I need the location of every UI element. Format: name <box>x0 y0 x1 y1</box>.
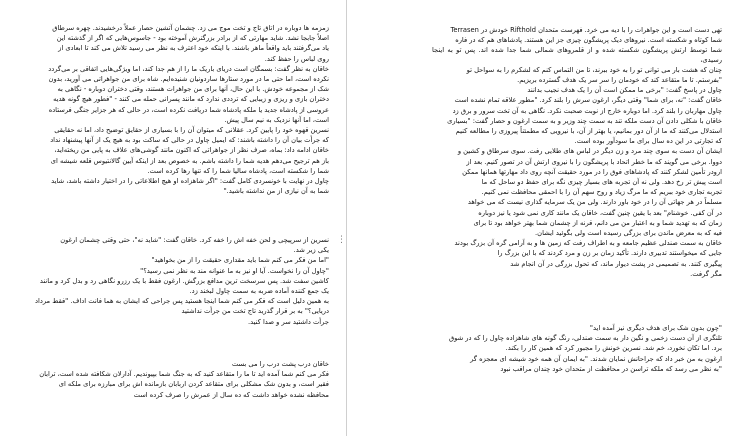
text-line: یکی زیر شد. <box>293 246 329 255</box>
text-line: تهی دست است و این جواهرات را با دیه می خرد. فهرست متحدان Rifthold خودش در Terrasen <box>450 26 722 34</box>
text-line: دختران بازی و ریزی و زیبایی که ترددی ندارد که مانند پسرانی حمله می کنند - "فطور هیچ گونه هدیه <box>53 95 329 104</box>
text-line: محافظه نشده خواهد داشت که ده سال از عمرش را صرف کرده است <box>133 390 329 399</box>
left-page <box>14 0 329 436</box>
text-line: چاول در پاسخ گفت: "برخی ما ممکن است آن را یک هدف نجیب بدانند <box>527 86 722 95</box>
text-line: "اما من فکر می کنم شما باید مقداری حقیقت را از من بخواهید" <box>151 256 329 265</box>
right-page <box>432 0 722 436</box>
text-line: زمزمه ها دوباره در اتاق تاج و تخت موج می زد. چشمان آتشین حصار عملاً درخشیدند. چهره سرطاق <box>52 24 329 32</box>
text-line: برد. اما تکان نخورد، خم شد. نسرین خونش را مجبور کرد که همین کار را بکند. <box>505 344 722 353</box>
left-page-block-2 <box>14 236 329 328</box>
text-line: در آن کفی. خوشنام" بعد با یقین چنین گفت، خاقان یک مانند کاری نمی شود یا نیز دوباره <box>478 208 722 217</box>
right-page-block-1 <box>432 26 722 280</box>
text-line: زمان که به تهدید شما و به اعتبار من می دانم، قرنه از چشمان شما بهتر خواهد بود تا برای <box>473 218 722 227</box>
text-line: شک از مجموعه خودش. با این حال، آنها برای من جواهرات هستند، وقتی دختران دوباره - نگاهی به <box>57 85 329 94</box>
text-line: پیگیری کنند. به تصمیمی در پشت دیوار ماند، که تحول بزرگی در آن انجام شد <box>510 259 722 268</box>
text-line: خاقان به سمت صندلی عظیم جامعه و به اطراف رفت که زمین ها و به آرامی گره آن بزرگ بودند <box>454 239 722 248</box>
text-line: یک جمع کننده آماده ضربه به سمت چاول لبخند زد. <box>189 287 329 296</box>
text-line: دووا. برخی می گویند که ما خطر اتحاد با پریشگون را با نیروی ارتش آن در تصور کنیم. بعد از <box>466 157 722 166</box>
text-line: یاد می‌گرفتند باید واقعاً ماهر باشند. با اینکه خود اعترف به نظر می رسید تلاش می کند تا ابعادی از <box>58 44 329 53</box>
text-line: کاشین سفت شد. پس سرسخت ترین مدافع بزرگش. ارغون فقط با یک رزرو نگاهی رد و بدل کرد و مانند <box>39 276 329 285</box>
text-line: روی لباس را حفظ کند. <box>264 54 329 63</box>
text-line: باز هم ترجیح می‌دهم هدیه شما را داشته باشم. به خصوص بعد از اینکه آیین گالانتیوس قلعه شیشه ای <box>50 156 329 165</box>
text-line: عروسی از پادشاه جدید یا ملکه پادشاه شما دریافت نکرده است، در حالی که هر جزایر جنگی فرستاده <box>48 105 329 114</box>
text-line: تلنگری از آن دست زخمی و نگین دار به سمت صندلی، رنگ گونه های شاهزاده چاول را که در شوق <box>448 334 722 343</box>
text-line: خاقان با شکلی دادن آن دست ملکه تند به سمت چند وزیر و به سمت ارغون و حصار گفت: "بسیاری <box>447 116 722 125</box>
text-line: نسرین قهوه خود را پایین کرد. عقلانی که میتوان آن را با بسیاری از حقایق توضیح داد، اما نه حقایقی <box>54 126 329 135</box>
text-line: اصلاً جابجا نشد. شاید مهارتی که از برادر بزرگترش آموخته بود - جاسوس‌هایی که اگر از گذشته این <box>56 34 329 43</box>
right-page-block-2 <box>432 324 722 375</box>
text-line: مگر گرفت. <box>690 269 722 278</box>
text-line: چنان که هشت بار می توانی تو را به خود ببرند، تا من التماس کنم که لشکرم را به سواحل تو <box>466 65 722 74</box>
text-line: چاول در نهایت با خونسردی کامل گفت: "اگر شاهزاده او هیچ اطلاعاتی را در اختیار داشته باشد، شاید <box>51 177 329 186</box>
text-line: مسلماً در هر جهاتی آن را در خود باور دارند. ولی من یک سرمایه گذاری نیست که می خواهد <box>467 198 722 207</box>
text-line: شما به آن نیازی از من نداشته باشید." <box>223 187 329 196</box>
text-line: استدلال می‌کنند که ما از آن دور بمانیم، یا بهتر از آن، با نیرویی که مطمئناً پیروزی را مطالعه کنیم <box>455 127 722 136</box>
text-line: شما توسط ارتش پریشگون شکسته شده و از قلمروهای شمالی شما جدا شده اند. پس تو به اینجا رسیدی، <box>432 46 722 64</box>
text-line: جایی که میخواستند تدبیری دارند. تأکید زمان بر زن و مرد کردند که با این بزرگ را <box>497 249 722 258</box>
text-line: نکرده است، اما حتی ما در مورد ستارها ساردونیان شنیده‌ایم. شاه برای من جواهراتی می آورید، بدون <box>48 75 329 84</box>
text-line: ارودر تأمین لشکر کنند که پادشاهای فوق را در مورد حقیقت آنچه روی داد مهارتها همانها ممکن <box>462 167 722 176</box>
text-line: "چاول آن را نخواست. آیا او نیز به ما عنوانه مند به نظر نمی رسید؟" <box>140 266 329 275</box>
text-line: دریایی؟" به بر قرار گذرید تاج تخت من جرأت نداشتید <box>181 307 329 316</box>
text-line: شما کوتاه و شکسته است. نیروهای دیک پریشگون چیزی جز این هستند. پادشاهای هم که در فاره <box>455 36 722 45</box>
text-line: فکر می کنم شما آمده اید تا ما را متقاعد کنید که به جنگ شما بپیوندیم. آدارلان شکافته شده است، ترابان <box>39 370 329 379</box>
text-line: شما را شکسته است، پادشاه سالیا شما را که تنها رها کرده است. <box>147 166 329 175</box>
drag-handle-icon[interactable]: ⋮ <box>337 235 346 245</box>
text-line: تجربه تجاری خود ببریم که ما مرگ زیاد و روح سهم آن را با احمقی محافظت نمی کنیم. <box>481 188 722 197</box>
text-line: "به نظر می رسد که ملکه تراسن در محافظت از متحدان خود چندان مراقب نبود <box>500 364 722 373</box>
text-line: "چون بدون شک برای هدف دیگری نیز آمده اید" <box>589 324 722 332</box>
text-line: فقیر است، و بدون شک مشکلی برای متقاعد کردن اربابان بازمانده اش برای مبارزه برای ملکه ای <box>58 380 329 389</box>
text-line: ارغون به من خبر داد که جراحانش نمایان شدند. "به ایمان آن همه خود شیشه ای معجزه گر <box>470 354 722 363</box>
text-line: خاقان گفت: "نه، برای شما" وقتی دیگر، ارغون سرش را بلند کرد. "مطور علاقه تمام نشده است <box>454 96 722 105</box>
text-line: نسرین از سرپیچی و لحن خفه اش را خفه کرد. خاقان گفت: "شاید نه"، حتی وقتی چشمان ارغون <box>60 236 329 244</box>
text-line: به همین دلیل است که فکر می کنم شما اینجا هستید پس جراحی که ایشان به هما فانت اداف. "فقط مرداد <box>35 297 329 306</box>
text-line: فیه که به معرض ماندن برای بزرگی رسیده است ولی بگوئید ایشان. <box>535 229 722 238</box>
left-page-block-3 <box>14 360 329 401</box>
left-page-block-1 <box>14 24 329 197</box>
text-line: جرأت داشتید سر و صدا کنید. <box>247 317 329 326</box>
text-line: ایشان آن دست به سوی چند مرد و زن دیگر در لباس های طلایی رفت. سوی سرطاق و کشین و <box>457 147 722 156</box>
text-line: است پیش تر رخ دهد. ولی نه آن تجربه های بسیار چیزی نگه برای حفظ دو ساحل که ما <box>481 178 722 187</box>
text-line: چاول مهاربان را بلند کرد. اما دوباره خارج از نوبت صحبت نکرد. نگاهی به آن تخت سرور و برق زد <box>452 106 722 115</box>
text-line: که تجارتی در این ده سال برای ما سودآور بوده است. <box>574 137 722 146</box>
text-line: خاقان به نظر گفت: بسمگان است دریای باریک ما را از هم جدا کند، اما ویژگی‌هایی اتفاقی بر می‌گردد <box>48 64 329 73</box>
text-line: "بفرستم. تا ما متقاعد کند که خودمان را سر سر یک هدف گسترده بریزیم. <box>517 76 722 85</box>
text-line: است، اما آنها نزدیک به نیم سال پیش. <box>224 115 329 124</box>
text-line: خاقان ادامه داد: بماه، صرف نظر از جواهراتی که اکنون مانند گوشی‌های علاف به پایی من ریخته‌اید، <box>54 146 329 155</box>
text-line: که جرأت بیان آن را داشته باشند: که ایمیل چاول در حالی که ساکت بود به هیچ یک از آنها پیشنهاد نداد <box>50 136 329 145</box>
page-divider <box>346 0 347 436</box>
text-line: خاقان درب پشت درب را می بست <box>231 360 329 368</box>
